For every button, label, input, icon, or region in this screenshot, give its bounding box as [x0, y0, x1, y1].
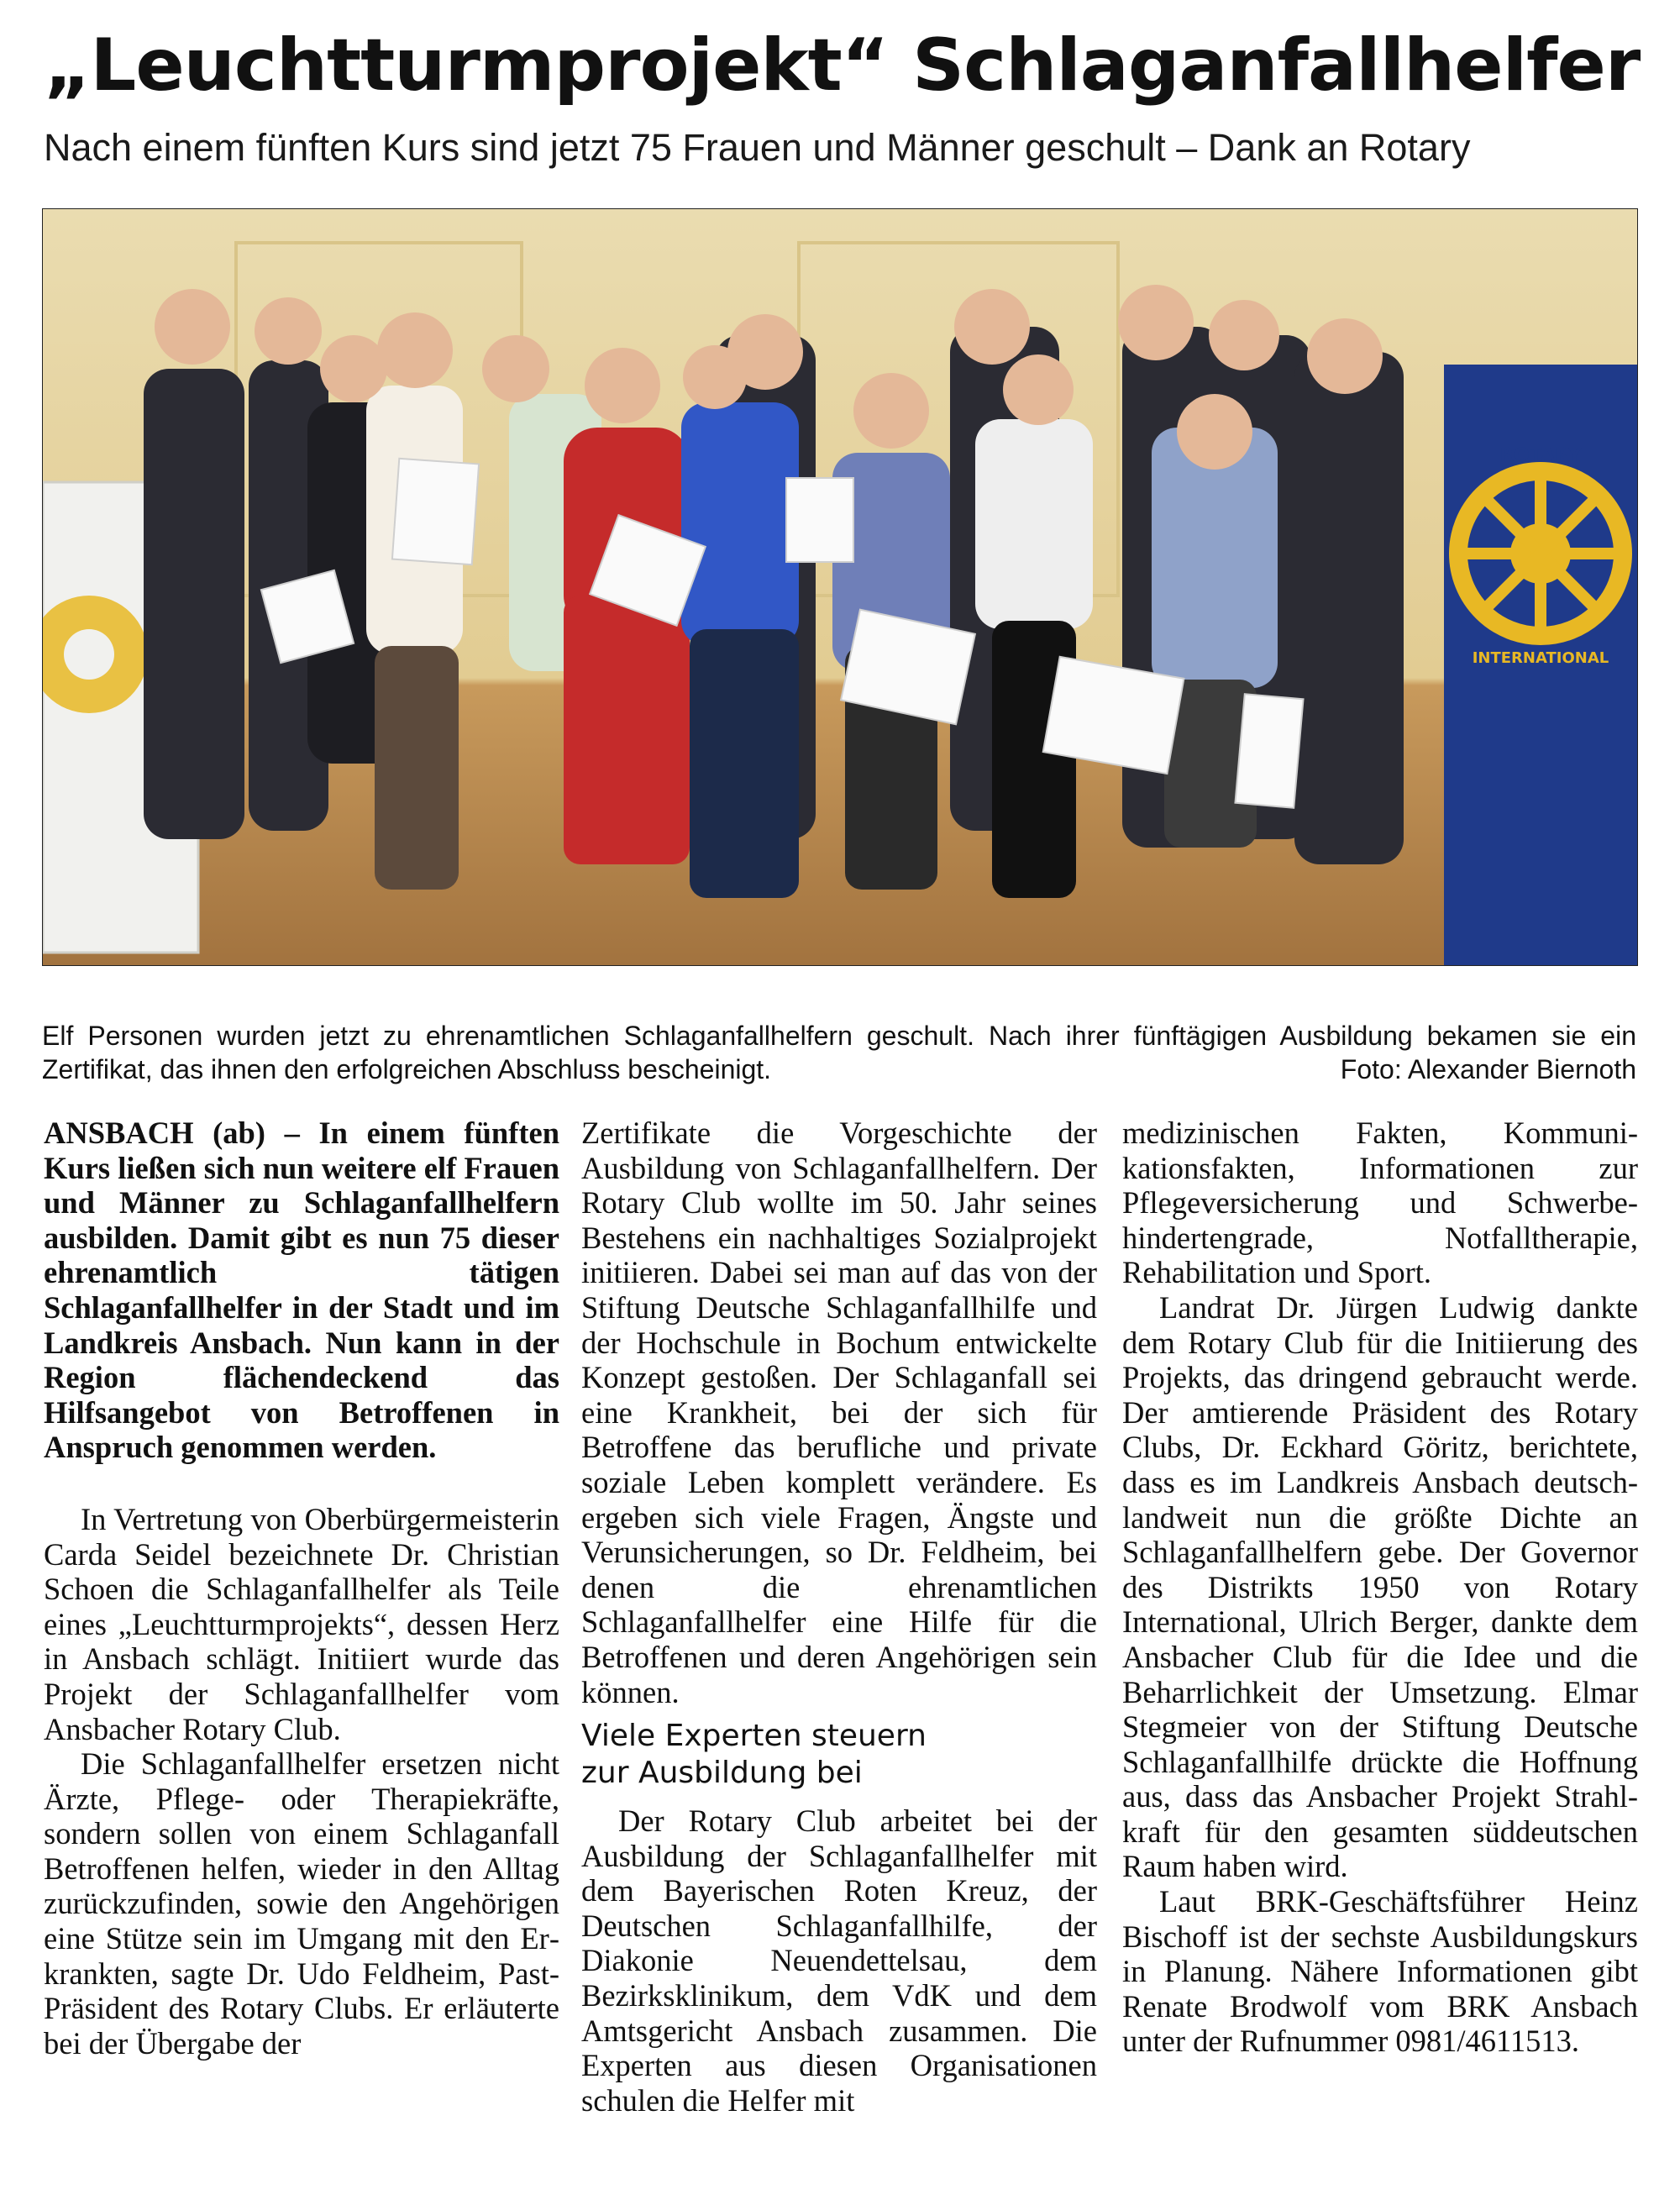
banner-text-top: ROTARY	[1499, 445, 1582, 466]
subheading	[581, 1718, 1097, 1792]
subheading-line: zur Ausbildung bei	[581, 1756, 863, 1791]
caption-text: Elf Personen wurden jetzt zu ehrenamtlichen Schlaganfallhelfern geschult. Nach ihrer fünftägigen Ausbildung bekamen sie ein Zertifikat, das ihnen den erfolgreichen Abschluss bescheinigt.	[42, 1021, 1636, 1084]
banner-text-bottom: INTERNATIONAL	[1472, 649, 1609, 667]
article-column-3	[1122, 1116, 1638, 2191]
body-paragraph: Die Schlaganfallhelfer ersetzen nicht Ärzte, Pflege- oder Therapiekräfte, sondern sollen von einem Schlaganfall Betroffenen helfen, wieder in den Alltag zurückzufinden, sowie den Angehörigen eine Stütze sein im Umgang mit den Erkrankten, sagte Dr. Udo Feldheim, Past-Präsident des Rotary Clubs. Er erläuterte bei der Übergabe der	[44, 1746, 559, 2061]
rotary-banner	[1444, 365, 1637, 965]
body-paragraph: Landrat Dr. Jürgen Ludwig dankte dem Rotary Club für die Initiierung des Projekts, das dringend gebraucht werde. Der amtierende Präsident des Rotary Clubs, Dr. Eckhard Göritz, berichtete, dass es im Landkreis Ansbach deutschlandweit nun die größte Dichte an Schlaganfallhelfern gebe. Der Governor des Distrikts 1950 von Rotary International, Ulrich Berger, dankte dem Ansbacher Club für die Idee und die Beharrlichkeit der Umsetzung. Elmar Stegmeier von der Stiftung Deutsche Schlaganfallhilfe drückte die Hoffnung aus, dass das Ansbacher Projekt Strahlkraft für den gesamten süddeutschen Raum haben wird.	[1122, 1289, 1638, 1884]
subheadline: Nach einem fünften Kurs sind jetzt 75 Frauen und Männer geschult – Dank an Rotary	[44, 126, 1471, 169]
body-paragraph: medizinischen Fakten, Kommunikationsfakten, Informationen zur Pflegeversicherung und Schwerbehindertengrade, Notfalltherapie, Rehabilitation und Sport.	[1122, 1116, 1638, 1290]
article-column-2	[581, 1116, 1097, 2191]
article-column-1	[44, 1116, 559, 2191]
dateline: ANSBACH (ab) –	[44, 1116, 300, 1150]
group-photo	[42, 208, 1638, 966]
article-lead	[44, 1116, 559, 1465]
body-paragraph: In Vertretung von Oberbürgermeisterin Carda Seidel bezeichnete Dr. Christian Schoen die Schlaganfallhelfer als Teile eines „Leuchtturmprojekts“, dessen Herz in Ansbach schlägt. Initiiert wurde das Projekt der Schlaganfallhelfer vom Ansbacher Rotary Club.	[44, 1501, 559, 1746]
body-paragraph: Zertifikate die Vorgeschichte der Ausbildung von Schlaganfallhelfern. Der Rotary Club wollte im 50. Jahr seines Bestehens ein nachhaltiges Sozialprojekt initiieren. Dabei sei man auf das von der Stiftung Deutsche Schlaganfallhilfe und der Hochschule in Bochum entwickelte Konzept gestoßen. Der Schlaganfall sei eine Krankheit, bei der sich für Betroffene das berufliche und private soziale Leben komplett verändere. Es ergeben sich viele Fragen, Ängste und Verunsicherungen, so Dr. Feldheim, bei denen die ehrenamtlichen Schlaganfallhelfer eine Hilfe für die Betroffenen und deren Angehörigen sein können.	[581, 1116, 1097, 1709]
photo-caption	[42, 1019, 1636, 1086]
rotary-wheel-icon	[1458, 471, 1623, 636]
subheading-line: Viele Experten steuern	[581, 1719, 927, 1754]
group-photo-icon	[43, 209, 1637, 965]
body-paragraph: Der Rotary Club arbeitet bei der Ausbildung der Schlaganfallhelfer mit dem Bayerischen Roten Kreuz, der Deutschen Schlaganfallhilfe, der Diakonie Neuendettelsau, dem Bezirksklinikum, dem VdK und dem Amtsgericht Ansbach zusammen. Die Experten aus diesen Organisationen schulen die Helfer mit	[581, 1803, 1097, 2118]
photo-credit: Foto: Alexander Biernoth	[1340, 1054, 1636, 1084]
headline: „Leuchtturmprojekt“ Schlaganfallhelfer	[44, 24, 1641, 108]
lead-text: In einem fünften Kurs ließen sich nun weitere elf Frauen und Männer zu Schlaganfallhelfern ausbilden. Damit gibt es nun 75 dieser ehrenamtlich tätigen Schlaganfallhelfer in der Stadt und im Landkreis Ansbach. Nun kann in der Region flächendeckend das Hilfsangebot von Betroffenen in Anspruch genommen werden.	[44, 1116, 559, 1465]
body-paragraph: Laut BRK-Geschäftsführer Heinz Bischoff ist der sechste Ausbildungskurs in Planung. Nähere Informationen gibt Renate Brodwolf vom BRK Ansbach unter der Rufnummer 0981/4611513.	[1122, 1884, 1638, 2059]
